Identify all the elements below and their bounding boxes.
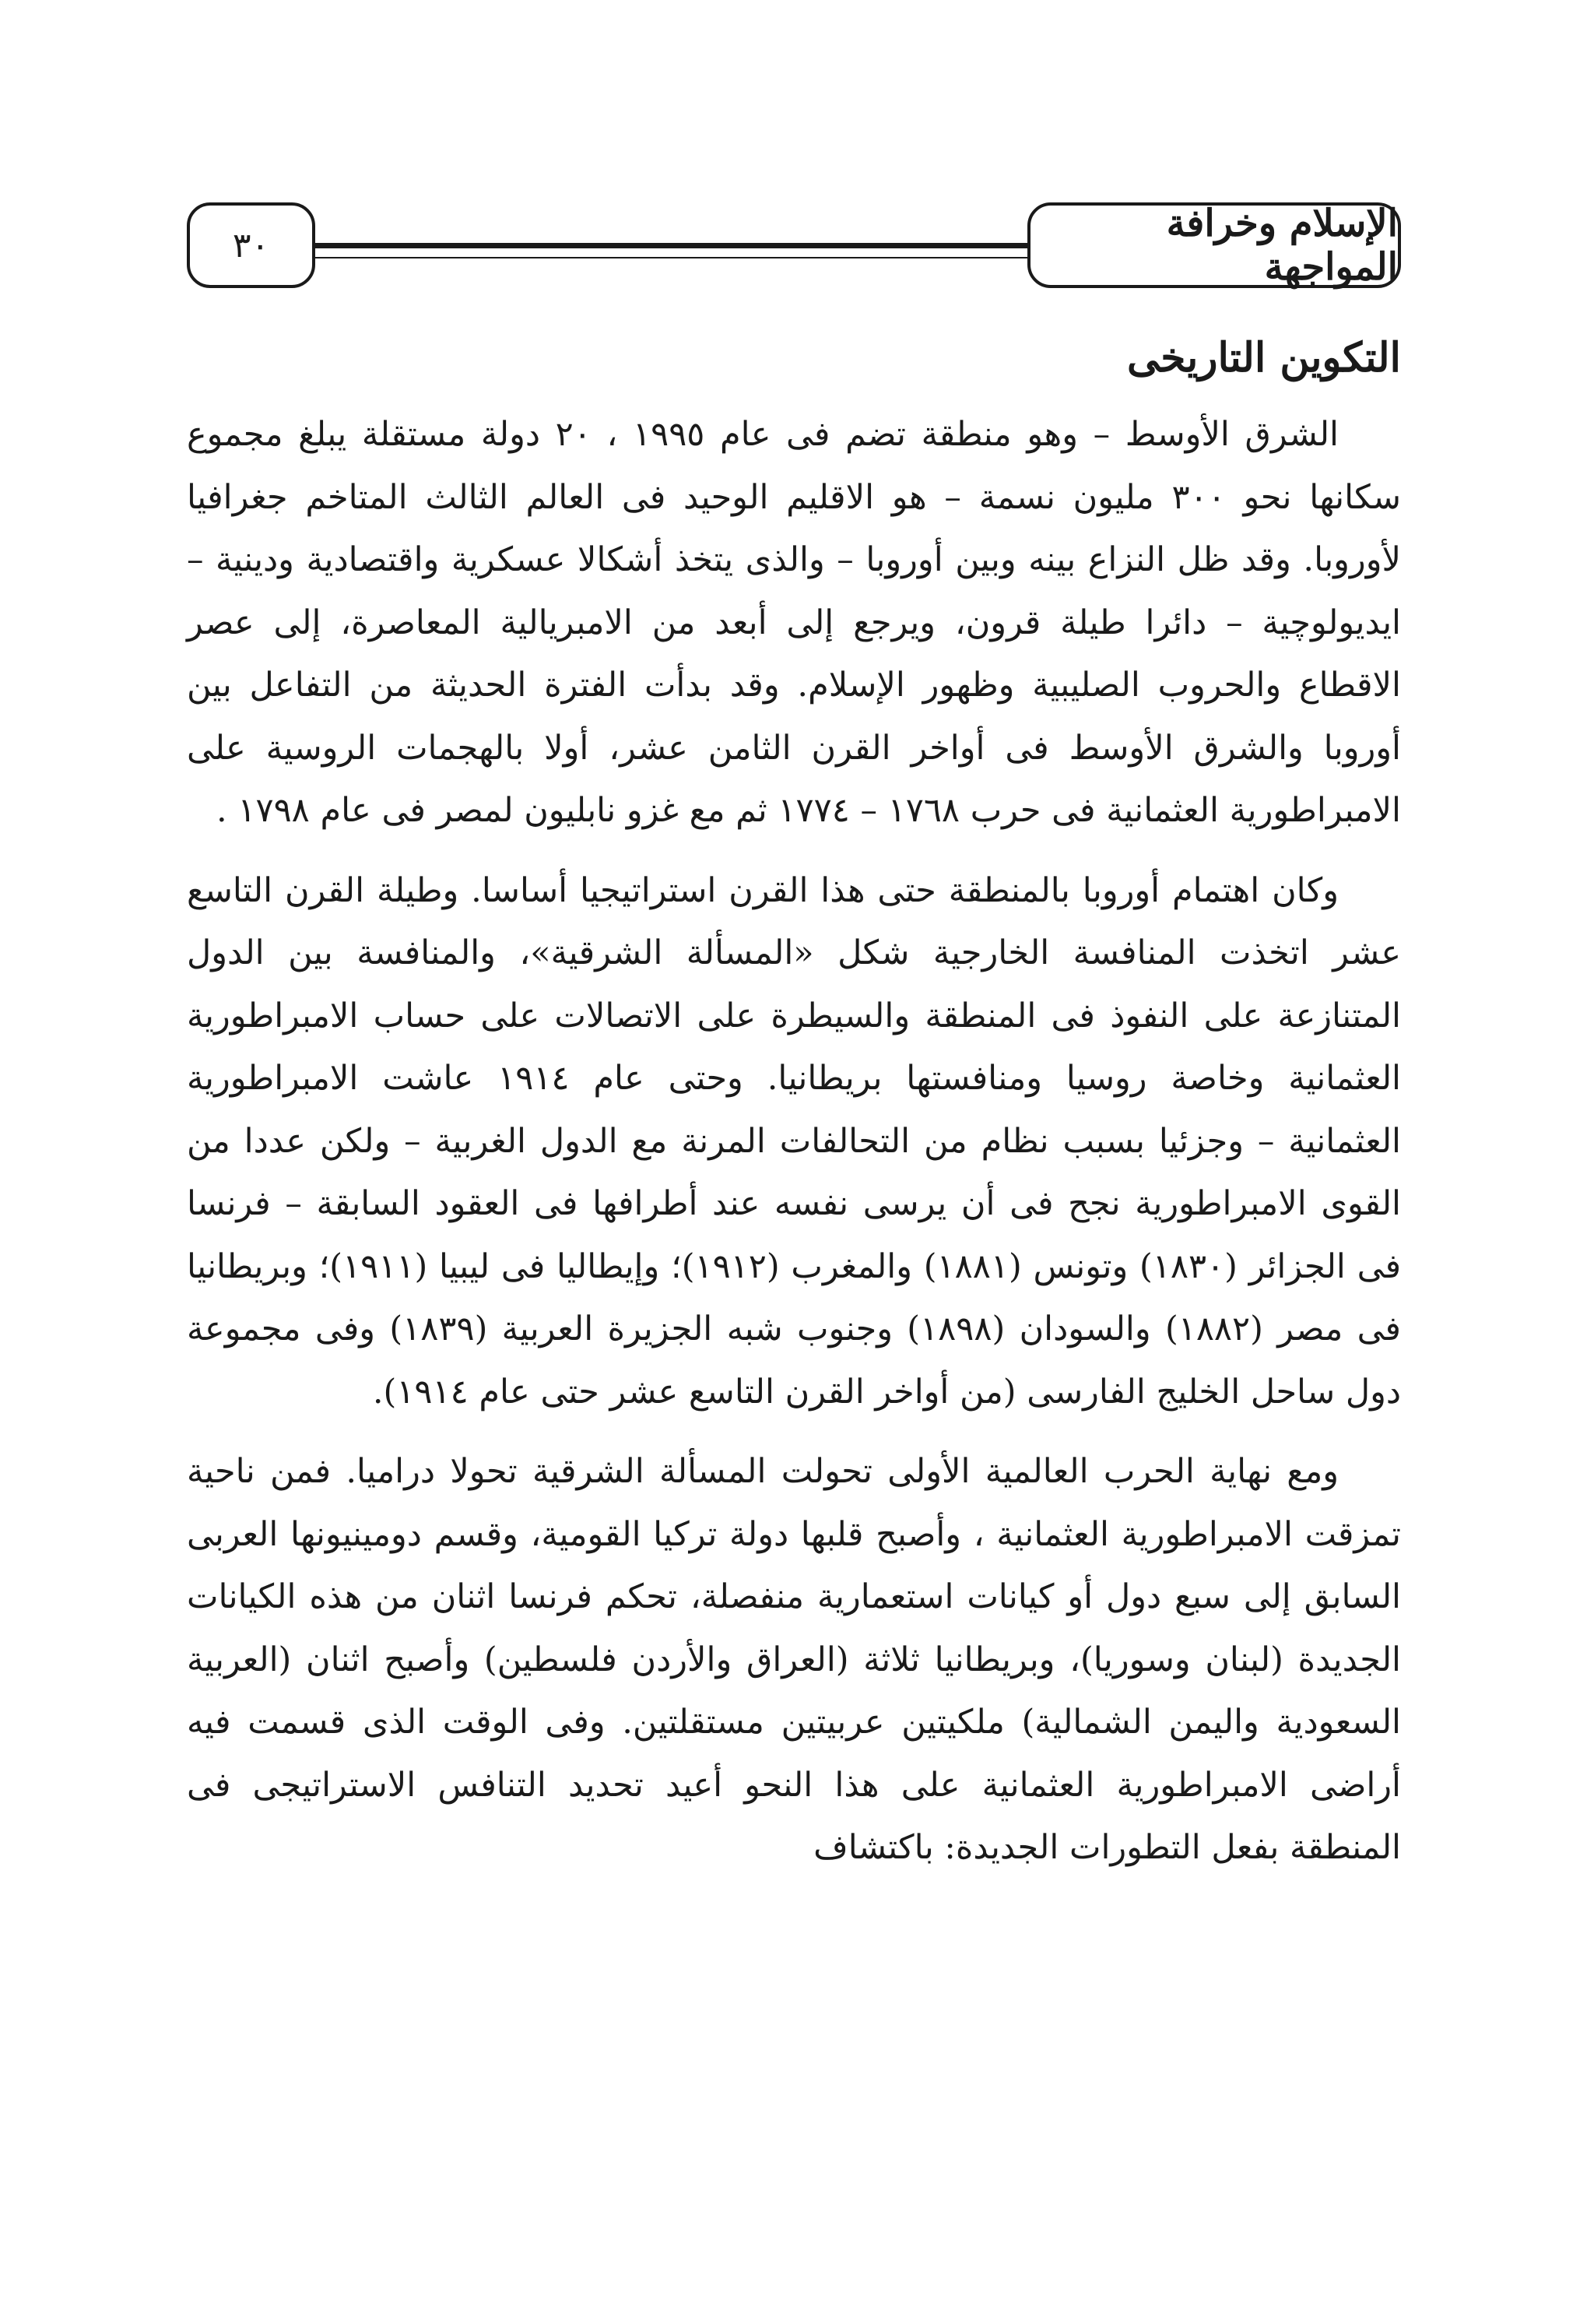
paragraph-2: وكان اهتمام أوروبا بالمنطقة حتى هذا القرن استراتيجيا أساسا. وطيلة القرن التاسع عشر اتخذت المنافسة الخارجية شكل «المسألة الشرقية»، والمنافسة بين الدول المتنازعة على النفوذ فى المنطقة والسيطرة على الاتصالات على حساب الامبراطورية العثمانية وخاصة روسيا ومنافستها بريطانيا. وحتى عام ١٩١٤ عاشت الامبراطورية العثمانية – وجزئيا بسبب نظام من التحالفات المرنة مع الدول الغربية – ولكن عددا من القوى الامبراطورية نجح فى أن يرسى نفسه عند أطرافها فى العقود السابقة – فرنسا فى الجزائر (١٨٣٠) وتونس (١٨٨١) والمغرب (١٩١٢)؛ وإيطاليا فى ليبيا (١٩١١)؛ وبريطانيا فى مصر (١٨٨٢) والسودان (١٨٩٨) وجنوب شبه الجزيرة العربية (١٨٣٩) وفى مجموعة دول ساحل الخليج الفارسى (من أواخر القرن التاسع عشر حتى عام ١٩١٤). bbox=[187, 870, 1402, 1412]
paragraph-3: ومع نهاية الحرب العالمية الأولى تحولت المسألة الشرقية تحولا دراميا. فمن ناحية تمزقت الامبراطورية العثمانية ، وأصبح قلبها دولة تركيا القومية، وقسم دومينيونها العربى السابق إلى سبع دول أو كيانات استعمارية منفصلة، تحكم فرنسا اثنان من هذه الكيانات الجديدة (لبنان وسوريا)، وبريطانيا ثلاثة (العراق والأردن فلسطين) وأصبح اثنان (العربية السعودية واليمن الشمالية) ملكيتين عربيتين مستقلتين. وفى الوقت الذى قسمت فيه أراضى الامبراطورية العثمانية على هذا النحو أعيد تحديد التنافس الاستراتيجى فى المنطقة بفعل التطورات الجديدة: باكتشاف bbox=[187, 1452, 1401, 1867]
running-header bbox=[187, 195, 1401, 296]
page-number: ٣٠ bbox=[187, 202, 315, 288]
header-rule-thin bbox=[311, 257, 1035, 258]
header-rule bbox=[311, 243, 1035, 248]
page-content bbox=[187, 327, 1401, 1897]
paragraph-1: الشرق الأوسط – وهو منطقة تضم فى عام ١٩٩٥ ، ٢٠ دولة مستقلة يبلغ مجموع سكانها نحو ٣٠٠ مليون نسمة – هو الاقليم الوحيد فى العالم الثالث المتاخم جغرافيا لأوروبا. وقد ظل النزاع بينه وبين أوروبا – والذى يتخذ أشكالا عسكرية واقتصادية ودينية – ايديولوچية – دائرا طيلة قرون، ويرجع إلى أبعد من الامبريالية المعاصرة، إلى عصر الاقطاع والحروب الصليبية وظهور الإسلام. وقد بدأت الفترة الحديثة من التفاعل بين أوروبا والشرق الأوسط فى أواخر القرن الثامن عشر، أولا بالهجمات الروسية على الامبراطورية العثمانية فى حرب ١٧٦٨ – ١٧٧٤ ثم مع غزو نابليون لمصر فى عام ١٧٩٨ . bbox=[187, 415, 1401, 830]
book-title: الإسلام وخرافة المواجهة bbox=[1027, 202, 1401, 288]
section-heading: التكوين التاريخى bbox=[1126, 334, 1401, 381]
